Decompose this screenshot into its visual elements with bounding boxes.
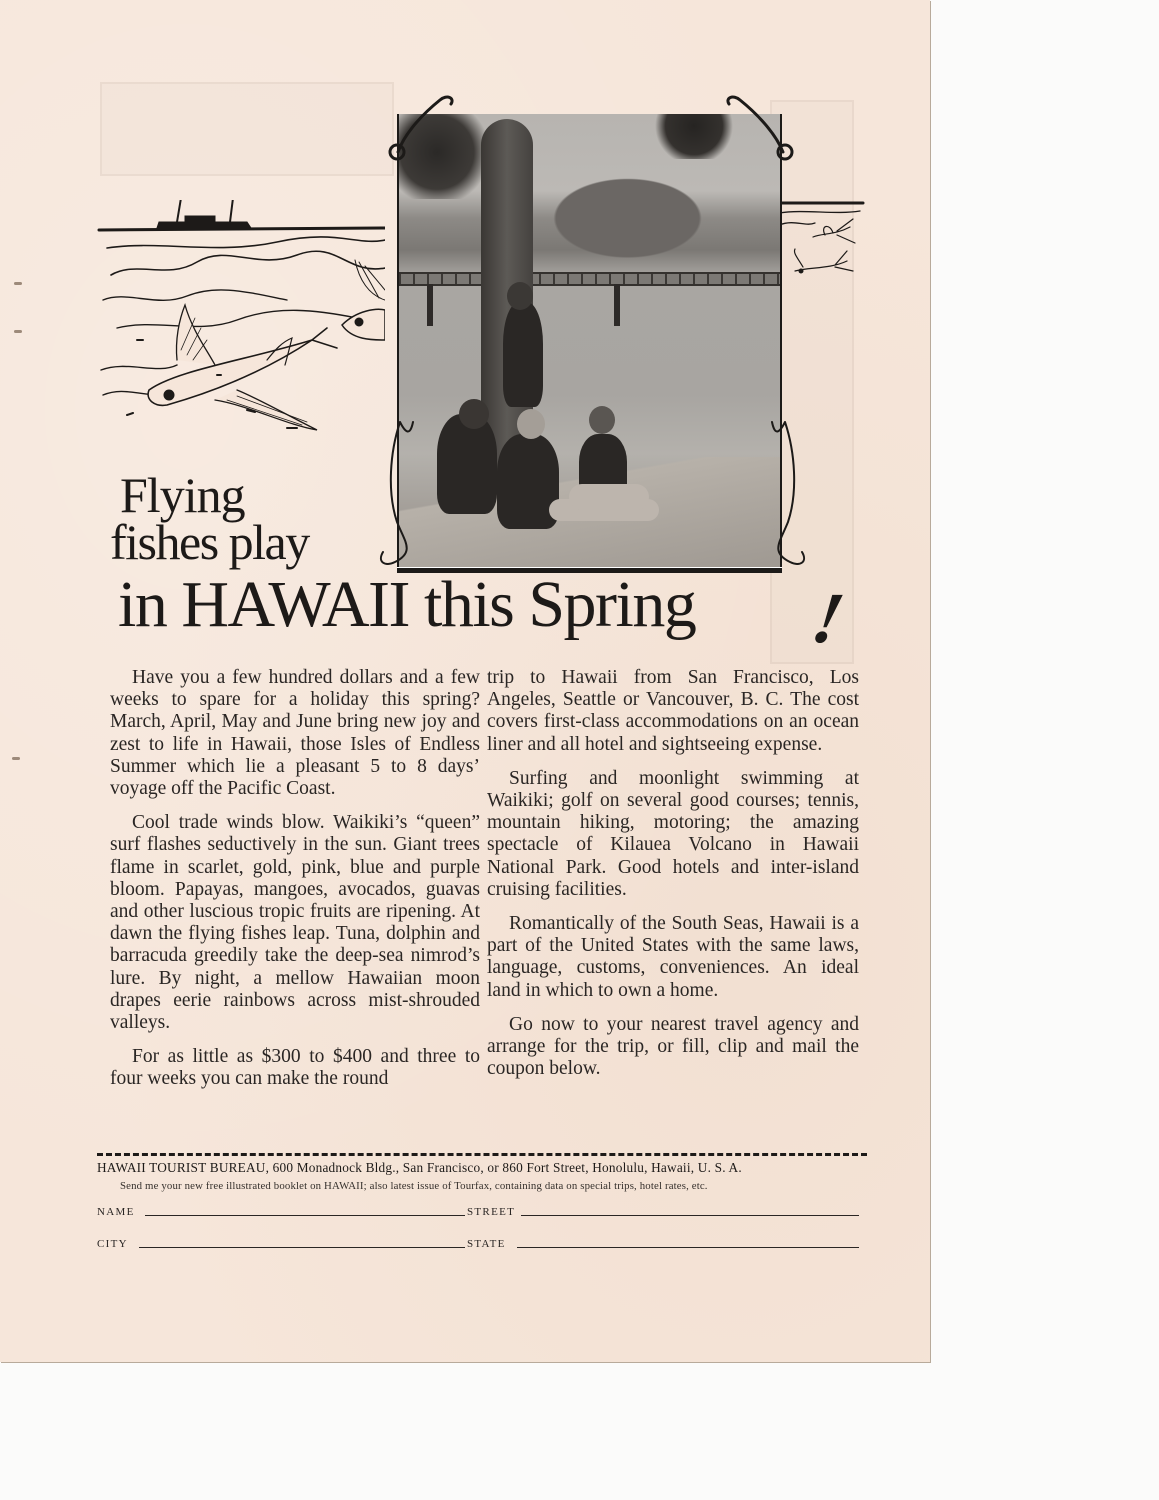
- bleed-through-box-left: [100, 82, 394, 176]
- city-label: CITY: [97, 1238, 128, 1250]
- headline-line-1: Flying: [120, 467, 245, 523]
- coupon-address: HAWAII TOURIST BUREAU, 600 Monadnock Bldg., San Francisco, or 860 Fort Street, Honolulu, Hawaii, U. S. A.: [97, 1160, 742, 1175]
- coupon-request: Send me your new free illustrated booklet on HAWAII; also latest issue of Tourfax, containing data on special trips, hotel rates, etc.: [120, 1180, 708, 1192]
- coupon-row-2: [97, 1234, 862, 1250]
- headline-exclamation: !: [805, 578, 851, 658]
- body-paragraph: Surfing and moonlight swimming at Waikiki; golf on several good courses; tennis, mountain hiking, motoring; the amazing spectacle of Kilauea Volcano in Hawaii National Park. Good hotels and inter-island cruising facilities.: [487, 767, 859, 900]
- name-field[interactable]: [145, 1215, 465, 1216]
- city-field[interactable]: [139, 1247, 465, 1248]
- headline-line-2: fishes play: [110, 514, 309, 570]
- body-column-right: [487, 667, 859, 1092]
- name-label: NAME: [97, 1206, 135, 1218]
- scroll-ornament-top-right: [728, 97, 783, 152]
- dolphin-ornament-bottom-left: [381, 422, 413, 564]
- body-paragraph: Have you a few hundred dollars and a few weeks to spare for a holiday this spring? March, April, May and June bring new joy and zest to life in Hawaii, those Isles of Endless Summer which lie a pleasant 5 to 8 days’ voyage off the Pacific Coast.: [110, 667, 480, 800]
- street-label: STREET: [467, 1206, 516, 1218]
- state-field[interactable]: [517, 1247, 859, 1248]
- body-paragraph: trip to Hawaii from San Francisco, Los Angeles, Seattle or Vancouver, B. C. The cost covers first-class accommodations on an ocean liner and all hotel and sightseeing expense.: [487, 667, 859, 755]
- dolphin-ornament-bottom-right: [772, 422, 804, 564]
- page-edge-mark: [12, 757, 20, 760]
- state-label: STATE: [467, 1238, 506, 1250]
- body-paragraph: Go now to your nearest travel agency and arrange for the trip, or fill, clip and mail the coupon below.: [487, 1013, 859, 1080]
- street-field[interactable]: [521, 1215, 859, 1216]
- frame-ornaments: [385, 92, 805, 582]
- flying-fish-illustration-left: [97, 200, 385, 440]
- body-paragraph: Romantically of the South Seas, Hawaii is a part of the United States with the same laws, language, customs, conveniences. An ideal land in which to own a home.: [487, 913, 859, 1001]
- coupon-cut-line: [97, 1153, 867, 1156]
- page-edge-mark: [14, 330, 22, 333]
- scroll-ornament-top-left: [398, 97, 452, 152]
- beach-photo-frame: [385, 92, 775, 557]
- headline-line-3: in HAWAII this Spring: [118, 568, 696, 641]
- body-column-left: [110, 667, 480, 1103]
- page-edge-mark: [14, 282, 22, 285]
- coupon-row-1: [97, 1202, 862, 1218]
- body-paragraph: Cool trade winds blow. Waikiki’s “queen” surf flashes seductively in the sun. Giant trees flame in scarlet, gold, pink, blue and purple bloom. Papayas, mangoes, avocados, guavas and other luscious tropic fruits are ripening. At dawn the flying fishes leap. Tuna, dolphin and barracuda greedily take the deep-sea nimrod’s lure. By night, a mellow Hawaiian moon drapes eerie rainbows across mist-shrouded valleys.: [110, 812, 480, 1034]
- body-paragraph: For as little as $300 to $400 and three to four weeks you can make the round: [110, 1046, 480, 1090]
